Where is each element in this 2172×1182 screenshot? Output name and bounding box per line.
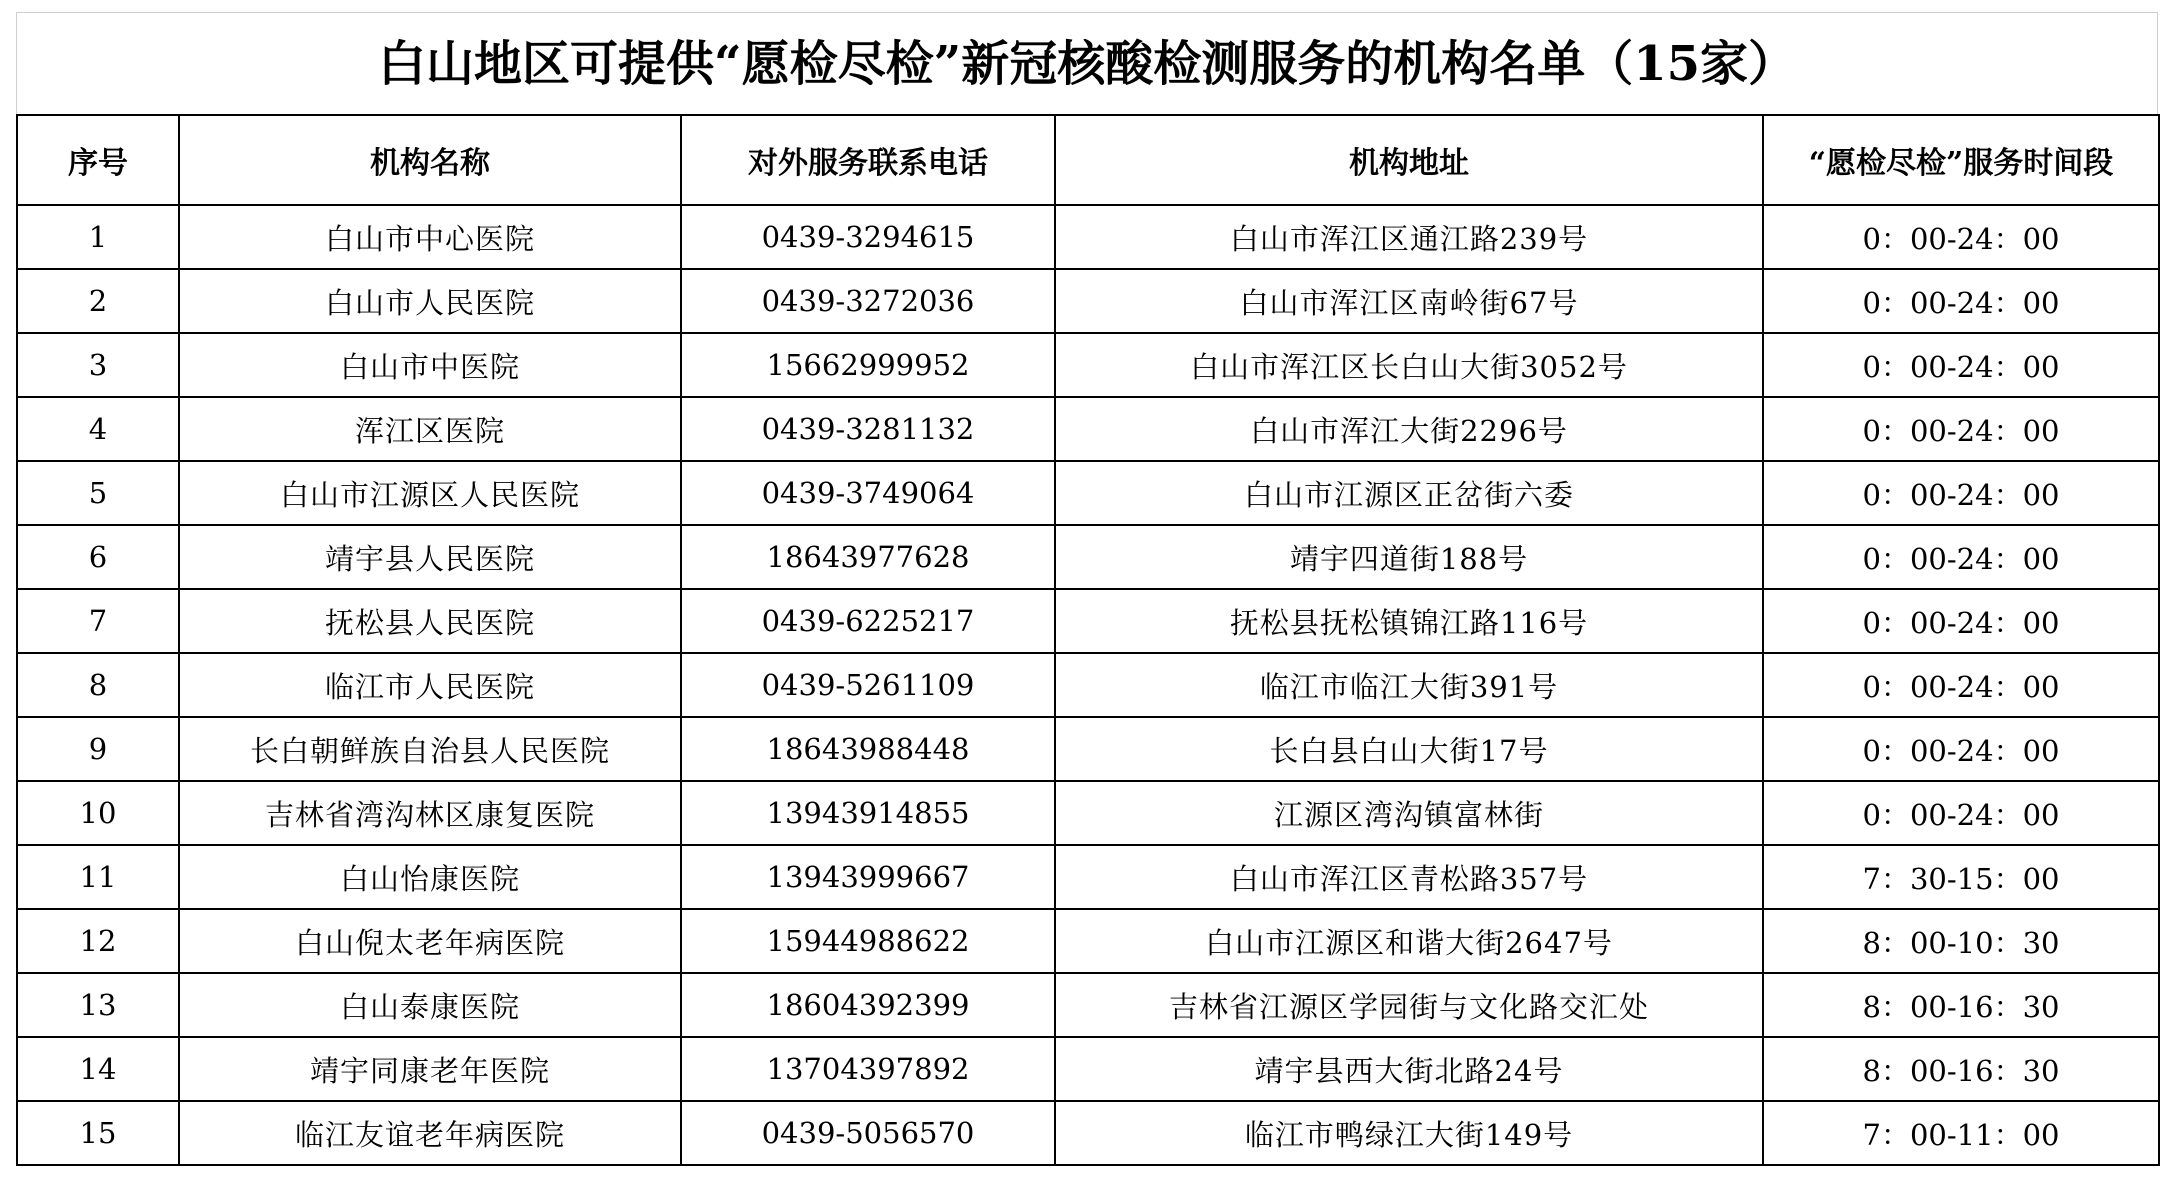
- table-body: [17, 205, 2159, 1165]
- service-hours: 0：00-24：00: [1763, 333, 2159, 397]
- row-index: 5: [17, 461, 179, 525]
- table-row: [17, 781, 2159, 845]
- row-index: 14: [17, 1037, 179, 1101]
- header-address: 机构地址: [1055, 115, 1763, 205]
- institution-name: 白山市人民医院: [179, 269, 681, 333]
- table-row: [17, 205, 2159, 269]
- phone-number: 18643988448: [681, 717, 1055, 781]
- address: 临江市临江大街391号: [1055, 653, 1763, 717]
- address: 靖宇县西大街北路24号: [1055, 1037, 1763, 1101]
- service-hours: 0：00-24：00: [1763, 397, 2159, 461]
- row-index: 1: [17, 205, 179, 269]
- address: 临江市鸭绿江大街149号: [1055, 1101, 1763, 1165]
- table-row: [17, 269, 2159, 333]
- address: 吉林省江源区学园街与文化路交汇处: [1055, 973, 1763, 1037]
- address: 江源区湾沟镇富林街: [1055, 781, 1763, 845]
- phone-number: 0439-3281132: [681, 397, 1055, 461]
- phone-number: 18643977628: [681, 525, 1055, 589]
- phone-number: 0439-3272036: [681, 269, 1055, 333]
- header-index: 序号: [17, 115, 179, 205]
- row-index: 3: [17, 333, 179, 397]
- service-hours: 8：00-16：30: [1763, 973, 2159, 1037]
- service-hours: 7：00-11：00: [1763, 1101, 2159, 1165]
- address: 抚松县抚松镇锦江路116号: [1055, 589, 1763, 653]
- row-index: 15: [17, 1101, 179, 1165]
- institution-name: 白山市江源区人民医院: [179, 461, 681, 525]
- address: 白山市浑江区南岭街67号: [1055, 269, 1763, 333]
- row-index: 4: [17, 397, 179, 461]
- address: 靖宇四道街188号: [1055, 525, 1763, 589]
- table-row: [17, 909, 2159, 973]
- service-hours: 0：00-24：00: [1763, 589, 2159, 653]
- table-row: [17, 973, 2159, 1037]
- phone-number: 13943914855: [681, 781, 1055, 845]
- phone-number: 18604392399: [681, 973, 1055, 1037]
- table-row: [17, 461, 2159, 525]
- service-hours: 7：30-15：00: [1763, 845, 2159, 909]
- phone-number: 0439-6225217: [681, 589, 1055, 653]
- table-row: [17, 1101, 2159, 1165]
- phone-number: 0439-3749064: [681, 461, 1055, 525]
- phone-number: 0439-5056570: [681, 1101, 1055, 1165]
- row-index: 12: [17, 909, 179, 973]
- row-index: 11: [17, 845, 179, 909]
- institution-name: 浑江区医院: [179, 397, 681, 461]
- document-title: 白山地区可提供“愿检尽检”新冠核酸检测服务的机构名单（15家）: [16, 12, 2158, 114]
- institution-name: 长白朝鲜族自治县人民医院: [179, 717, 681, 781]
- row-index: 9: [17, 717, 179, 781]
- institution-name: 白山怡康医院: [179, 845, 681, 909]
- address: 白山市浑江大街2296号: [1055, 397, 1763, 461]
- service-hours: 0：00-24：00: [1763, 461, 2159, 525]
- address: 白山市浑江区通江路239号: [1055, 205, 1763, 269]
- address: 长白县白山大街17号: [1055, 717, 1763, 781]
- table-header-row: [17, 115, 2159, 205]
- address: 白山市浑江区长白山大街3052号: [1055, 333, 1763, 397]
- institution-name: 靖宇同康老年医院: [179, 1037, 681, 1101]
- table-row: [17, 717, 2159, 781]
- document-sheet: [16, 12, 2158, 1168]
- service-hours: 0：00-24：00: [1763, 205, 2159, 269]
- institution-name: 白山倪太老年病医院: [179, 909, 681, 973]
- row-index: 8: [17, 653, 179, 717]
- service-hours: 0：00-24：00: [1763, 653, 2159, 717]
- table-row: [17, 525, 2159, 589]
- institution-table: [16, 114, 2160, 1166]
- address: 白山市江源区正岔街六委: [1055, 461, 1763, 525]
- service-hours: 0：00-24：00: [1763, 717, 2159, 781]
- row-index: 2: [17, 269, 179, 333]
- table-row: [17, 589, 2159, 653]
- phone-number: 13943999667: [681, 845, 1055, 909]
- institution-name: 白山市中心医院: [179, 205, 681, 269]
- table-row: [17, 333, 2159, 397]
- row-index: 6: [17, 525, 179, 589]
- phone-number: 15662999952: [681, 333, 1055, 397]
- table-row: [17, 397, 2159, 461]
- institution-name: 临江友谊老年病医院: [179, 1101, 681, 1165]
- institution-name: 白山市中医院: [179, 333, 681, 397]
- address: 白山市浑江区青松路357号: [1055, 845, 1763, 909]
- row-index: 10: [17, 781, 179, 845]
- institution-name: 吉林省湾沟林区康复医院: [179, 781, 681, 845]
- phone-number: 0439-5261109: [681, 653, 1055, 717]
- header-service-hours: “愿检尽检”服务时间段: [1763, 115, 2159, 205]
- institution-name: 靖宇县人民医院: [179, 525, 681, 589]
- service-hours: 8：00-16：30: [1763, 1037, 2159, 1101]
- phone-number: 0439-3294615: [681, 205, 1055, 269]
- service-hours: 0：00-24：00: [1763, 781, 2159, 845]
- institution-name: 临江市人民医院: [179, 653, 681, 717]
- table-row: [17, 1037, 2159, 1101]
- service-hours: 0：00-24：00: [1763, 525, 2159, 589]
- phone-number: 15944988622: [681, 909, 1055, 973]
- table-row: [17, 653, 2159, 717]
- table-row: [17, 845, 2159, 909]
- phone-number: 13704397892: [681, 1037, 1055, 1101]
- service-hours: 0：00-24：00: [1763, 269, 2159, 333]
- service-hours: 8：00-10：30: [1763, 909, 2159, 973]
- address: 白山市江源区和谐大街2647号: [1055, 909, 1763, 973]
- row-index: 13: [17, 973, 179, 1037]
- header-phone: 对外服务联系电话: [681, 115, 1055, 205]
- header-institution-name: 机构名称: [179, 115, 681, 205]
- institution-name: 抚松县人民医院: [179, 589, 681, 653]
- row-index: 7: [17, 589, 179, 653]
- institution-name: 白山泰康医院: [179, 973, 681, 1037]
